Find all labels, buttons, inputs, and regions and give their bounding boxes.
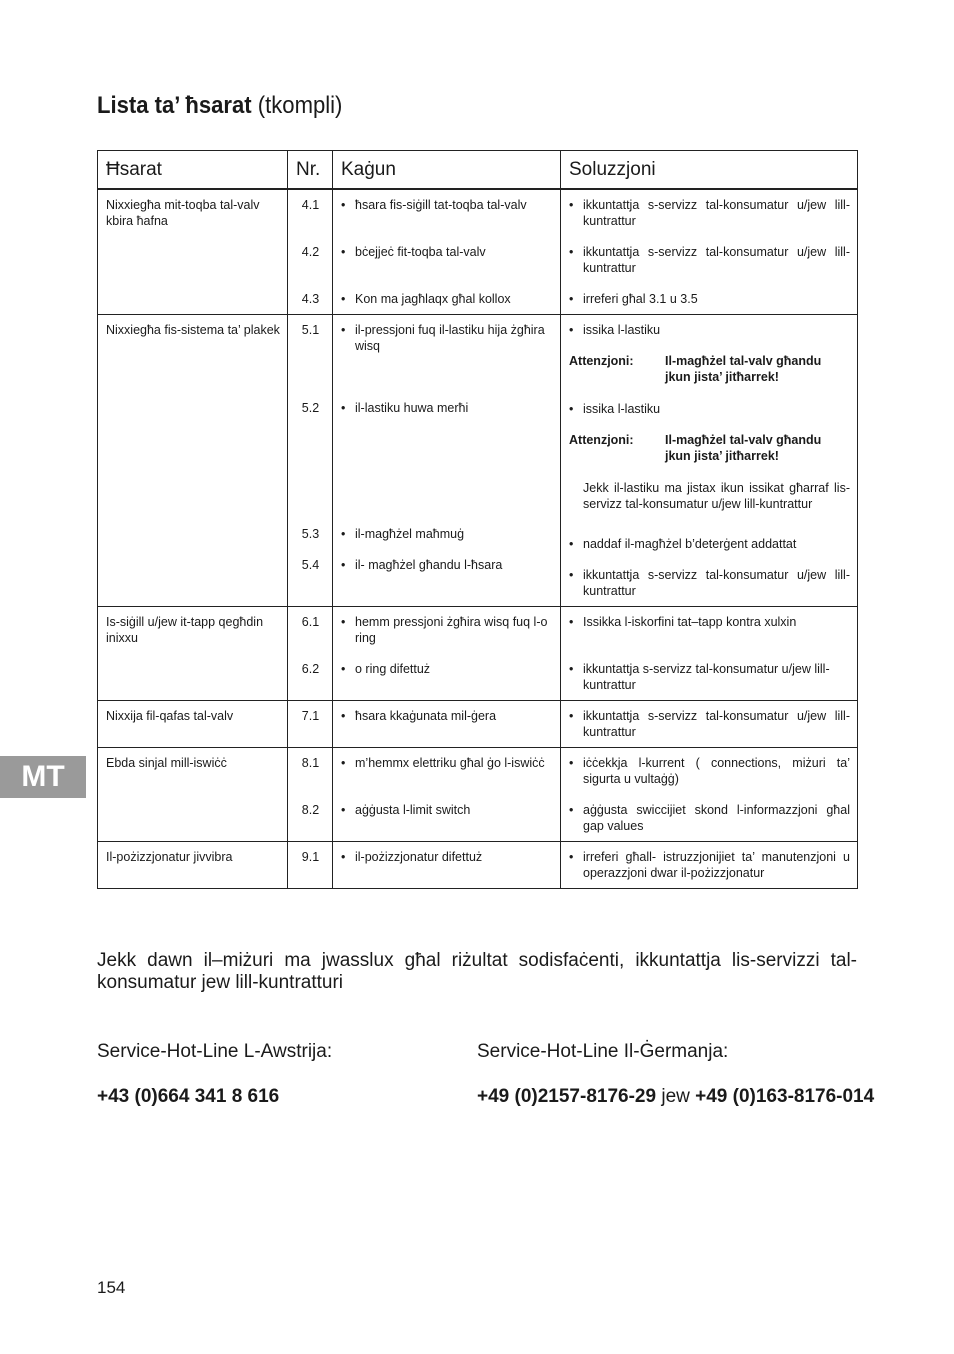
cause-cell: [333, 842, 561, 889]
nr-cell: [288, 607, 333, 701]
solution-entry: [569, 322, 850, 353]
service-label-austria: Service-Hot-Line L-Awstrija:: [97, 1041, 333, 1062]
header-fault: Ħsarat: [98, 151, 288, 190]
cause-entry: [341, 197, 553, 244]
fault-cell: Nixxiegħa mit-toqba tal-valv kbira ħafna: [98, 189, 288, 315]
language-tab: MT: [0, 756, 86, 798]
page-number: 154: [97, 1278, 126, 1297]
attention-label: Attenzjoni:: [569, 354, 634, 368]
table-row: [98, 315, 858, 607]
nr-value: 4.3: [301, 292, 320, 306]
fault-cell: Ebda sinjal mill-iswiċċ: [98, 748, 288, 842]
solution-text: • ikkuntattja s-servizz tal-konsumatur u/jew lill-kuntrattur: [569, 661, 850, 693]
table-row: [98, 701, 858, 748]
solution-entry: [569, 197, 850, 244]
cause-text: • il-pożizzjonatur difettuż: [341, 849, 553, 865]
solution-text: • ikkuntattja s-servizz tal-konsumatur u/jew lill-kuntrattur: [569, 708, 850, 740]
fault-cell: Nixxiegħa fis-sistema ta’ plakek: [98, 315, 288, 607]
cause-text: • Kon ma jagħlaqx għal kollox: [341, 291, 553, 307]
nr-value: 7.1: [301, 709, 320, 723]
cause-text: • aġġusta l-limit switch: [341, 802, 553, 818]
solution-cell: [561, 842, 858, 889]
header-solution: Soluzzjoni: [561, 151, 858, 190]
nr-value: 8.2: [301, 803, 320, 817]
solution-text: • Issikka l-iskorfini tat–tapp kontra xulxin: [569, 614, 850, 630]
cause-cell: [333, 701, 561, 748]
solution-entry: [569, 567, 850, 599]
nr-cell: [288, 189, 333, 315]
cause-text: • ħsara fis-siġill tat-toqba tal-valv: [341, 197, 553, 213]
solution-text: • ikkuntattja s-servizz tal-konsumatur u/jew lill-kuntrattur: [569, 244, 850, 276]
solution-text: • naddaf il-magħżel b’deterġent addattat: [569, 536, 850, 552]
cause-text: • o ring difettuż: [341, 661, 553, 677]
nr-value: 4.2: [301, 245, 320, 259]
nr-value: 6.1: [301, 615, 320, 629]
fault-cell: Il-pożizzjonatur jivvibra: [98, 842, 288, 889]
cause-entry: [341, 614, 553, 661]
solution-text: • ikkuntattja s-servizz tal-konsumatur u/jew lill-kuntrattur: [569, 567, 850, 599]
solution-entry: [569, 614, 850, 661]
solution-entry: [569, 661, 850, 693]
cause-cell: [333, 315, 561, 607]
attention-text: Il-magħżel tal-valv għandu jkun jista’ jitħarrek!: [665, 354, 822, 384]
table-header-row: [98, 151, 858, 190]
cause-entry: [341, 291, 553, 307]
cause-cell: [333, 189, 561, 315]
nr-cell: [288, 748, 333, 842]
cause-text: • bċejjeċ fit-toqba tal-valv: [341, 244, 553, 260]
solution-entry: [569, 755, 850, 802]
phone-germany-2: +49 (0)163-8176-014: [695, 1086, 875, 1107]
cause-text: • il-pressjoni fuq il-lastiku hija żgħira wisq: [341, 322, 553, 354]
phone-or: jew: [661, 1086, 690, 1107]
solution-cell: [561, 189, 858, 315]
title-bold: Lista ta’ ħsarat: [97, 92, 252, 119]
cause-entry: [341, 708, 553, 724]
fault-cell: Is-siġill u/jew it-tapp qegħdin inixxu: [98, 607, 288, 701]
solution-text: • irreferi għall- istruzzjonijiet ta’ manutenzjoni u operazzjoni dwar il-pożizzjonatur: [569, 849, 850, 881]
nr-value: 4.1: [301, 198, 320, 212]
solution-text: • aġġusta swiccijiet skond l-informazzjoni għal gap values: [569, 802, 850, 834]
attention-note: [569, 353, 850, 401]
cause-entry: [341, 661, 553, 677]
cause-cell: [333, 748, 561, 842]
cause-entry: [341, 400, 553, 526]
nr-value: 5.3: [301, 527, 320, 541]
solution-entry: [569, 802, 850, 834]
cause-text: • il- magħżel għandu l-ħsara: [341, 557, 553, 573]
page-title: [97, 92, 342, 120]
solution-cell: [561, 748, 858, 842]
cause-entry: [341, 244, 553, 291]
solution-text: • iċċekkja l-kurrent ( connections, miżuri ta’ sigurta u vultaġġ): [569, 755, 850, 787]
troubleshooting-table: [97, 150, 858, 889]
table-row: [98, 748, 858, 842]
solution-entry: [569, 244, 850, 291]
title-suffix: (tkompli): [257, 92, 343, 119]
table-row: [98, 607, 858, 701]
cause-entry: [341, 322, 553, 400]
cause-text: • hemm pressjoni żgħira wisq fuq l-o ring: [341, 614, 553, 646]
cause-text: • m’hemmx elettriku għal ġo l-iswiċċ: [341, 755, 553, 771]
solution-text: • irreferi għal 3.1 u 3.5: [569, 291, 850, 307]
solution-cell: [561, 315, 858, 607]
attention-label: Attenzjoni:: [569, 433, 634, 447]
table-row: [98, 189, 858, 315]
nr-value: 5.1: [301, 323, 320, 337]
cause-text: • il-magħżel maħmuġ: [341, 526, 553, 542]
contact-paragraph: Jekk dawn il–miżuri ma jwasslux għal riżultat sodisfaċenti, ikkuntattja lis-servizzi tal-konsumatur jew lill-kuntratturi: [97, 950, 857, 993]
solution-text: • issika l-lastiku: [569, 401, 850, 417]
solution-note: Jekk il-lastiku ma jistax ikun issikat għarraf lis-servizz tal-konsumatur u/jew lill-kuntrattur: [583, 481, 850, 511]
cause-entry: [341, 557, 553, 573]
nr-value: 6.2: [301, 662, 320, 676]
cause-cell: [333, 607, 561, 701]
cause-entry: [341, 755, 553, 802]
cause-entry: [341, 526, 553, 557]
attention-note: [569, 432, 850, 480]
solution-cell: [561, 607, 858, 701]
solution-entry: [569, 291, 850, 307]
solution-entry: [569, 849, 850, 881]
service-label-germany: Service-Hot-Line Il-Ġermanja:: [477, 1041, 729, 1062]
nr-cell: [288, 842, 333, 889]
solution-text: • issika l-lastiku: [569, 322, 850, 338]
phone-germany: [477, 1086, 874, 1108]
cause-text: • ħsara kkaġunata mil-ġera: [341, 708, 553, 724]
solution-entry: [569, 708, 850, 740]
nr-value: 5.4: [301, 558, 320, 572]
header-cause: Kaġun: [333, 151, 561, 190]
solution-text: • ikkuntattja s-servizz tal-konsumatur u/jew lill-kuntrattur: [569, 197, 850, 229]
nr-value: 9.1: [301, 850, 320, 864]
nr-value: 5.2: [301, 401, 320, 415]
cause-text: • il-lastiku huwa merħi: [341, 400, 553, 416]
phone-germany-1: +49 (0)2157-8176-29: [477, 1086, 657, 1107]
header-nr: Nr.: [288, 151, 333, 190]
nr-cell: [288, 315, 333, 607]
cause-entry: [341, 849, 553, 865]
nr-cell: [288, 701, 333, 748]
solution-entry: [569, 401, 850, 432]
solution-cell: [561, 701, 858, 748]
attention-text: Il-magħżel tal-valv għandu jkun jista’ jitħarrek!: [665, 433, 822, 463]
phone-austria: +43 (0)664 341 8 616: [97, 1086, 280, 1107]
cause-entry: [341, 802, 553, 818]
solution-entry: [569, 536, 850, 567]
table-row: [98, 842, 858, 889]
fault-cell: Nixxija fil-qafas tal-valv: [98, 701, 288, 748]
nr-value: 8.1: [301, 756, 320, 770]
